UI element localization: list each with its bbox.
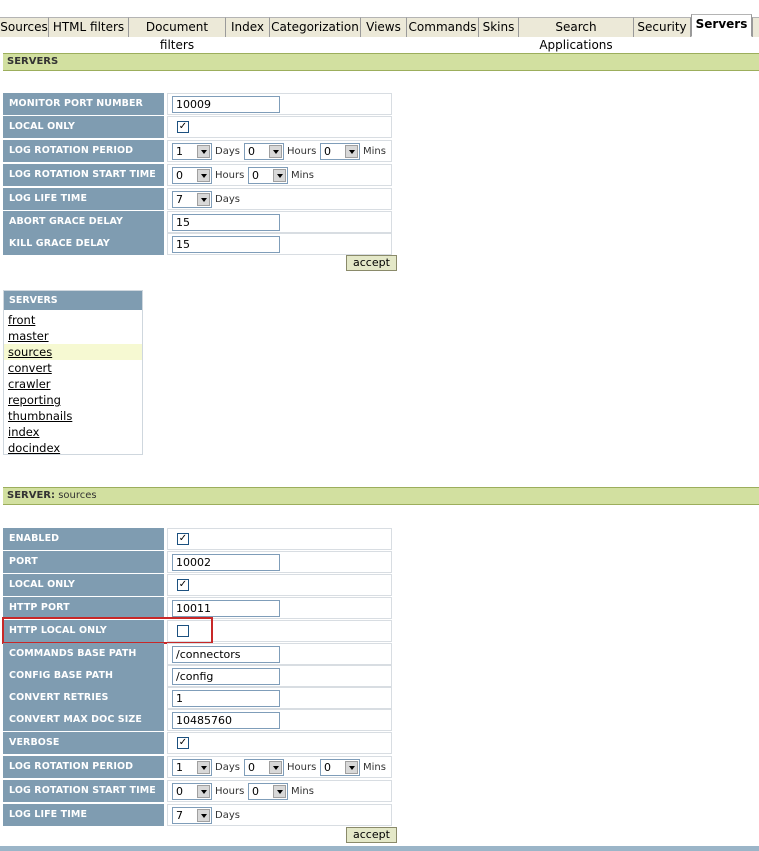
tab-sources[interactable]: Sources — [0, 17, 49, 37]
server-log-rotation-mins-select[interactable]: 0 — [320, 759, 360, 776]
row-enabled — [3, 528, 392, 550]
http-local-only-label: HTTP LOCAL ONLY — [3, 620, 164, 642]
server-log-life-days-select[interactable]: 7 — [172, 807, 212, 824]
config-base-path-label: CONFIG BASE PATH — [3, 665, 164, 687]
enabled-checkbox[interactable]: ✓ — [178, 533, 188, 544]
server-local-only-checkbox[interactable]: ✓ — [178, 579, 188, 590]
verbose-checkbox[interactable]: ✓ — [178, 737, 188, 748]
kill-grace-delay-input[interactable]: 15 — [172, 236, 280, 253]
kill-grace-delay-label: KILL GRACE DELAY — [3, 233, 164, 255]
server-section-header — [3, 487, 759, 505]
tab-document-filters[interactable]: Document filters — [129, 17, 226, 37]
server-link-reporting[interactable]: reporting — [8, 393, 61, 407]
days-unit: Days — [215, 194, 240, 205]
chevron-down-icon — [273, 785, 286, 798]
row-config-base-path — [3, 665, 392, 687]
tab-search-applications[interactable]: Search Applications — [519, 17, 634, 37]
server-accept-button[interactable]: accept — [346, 827, 397, 843]
row-log-life-time — [3, 188, 392, 210]
server-link-convert[interactable]: convert — [8, 361, 52, 375]
server-section-prefix: SERVER: — [7, 490, 56, 501]
server-log-rotation-period-label: LOG ROTATION PERIOD — [3, 756, 164, 778]
log-rotation-period-label: LOG ROTATION PERIOD — [3, 140, 164, 162]
row-convert-retries — [3, 687, 392, 709]
monitor-port-label: MONITOR PORT NUMBER — [3, 93, 164, 115]
port-label: PORT — [3, 551, 164, 573]
row-verbose — [3, 732, 392, 754]
abort-grace-delay-input[interactable]: 15 — [172, 214, 280, 231]
server-link-docindex[interactable]: docindex — [8, 441, 61, 455]
abort-grace-delay-label: ABORT GRACE DELAY — [3, 211, 164, 233]
convert-max-doc-size-input[interactable]: 10485760 — [172, 712, 280, 729]
chevron-down-icon — [197, 809, 210, 822]
row-http-port — [3, 597, 392, 619]
row-server-log-life-time — [3, 804, 392, 826]
server-log-start-mins-select[interactable]: 0 — [248, 783, 288, 800]
mins-unit: Mins — [363, 762, 386, 773]
days-unit: Days — [215, 762, 240, 773]
log-start-mins-select[interactable]: 0 — [248, 167, 288, 184]
server-section-name: sources — [58, 490, 97, 501]
server-link-front[interactable]: front — [8, 313, 36, 327]
row-convert-max-doc-size — [3, 709, 392, 731]
mins-unit: Mins — [291, 786, 314, 797]
convert-retries-label: CONVERT RETRIES — [3, 687, 164, 709]
log-rotation-start-label: LOG ROTATION START TIME — [3, 164, 164, 186]
chevron-down-icon — [345, 145, 358, 158]
mins-unit: Mins — [363, 146, 386, 157]
chevron-down-icon — [197, 145, 210, 158]
chevron-down-icon — [197, 193, 210, 206]
hours-unit: Hours — [287, 146, 317, 157]
server-link-sources[interactable]: sources — [4, 344, 142, 360]
tab-commands[interactable]: Commands — [407, 17, 479, 37]
config-base-path-input[interactable]: /config — [172, 668, 280, 685]
server-log-start-hours-select[interactable]: 0 — [172, 783, 212, 800]
row-port — [3, 551, 392, 573]
highlight-box — [2, 617, 213, 644]
row-server-log-rotation-start — [3, 780, 392, 802]
row-log-rotation-start — [3, 164, 392, 186]
log-rotation-hours-select[interactable]: 0 — [244, 143, 284, 160]
server-local-only-label: LOCAL ONLY — [3, 574, 164, 596]
convert-max-doc-size-label: CONVERT MAX DOC SIZE — [3, 709, 164, 731]
row-commands-base-path — [3, 643, 392, 665]
mins-unit: Mins — [291, 170, 314, 181]
log-rotation-days-select[interactable]: 1 — [172, 143, 212, 160]
row-monitor-port — [3, 93, 392, 115]
servers-list-header: SERVERS — [4, 291, 142, 310]
server-link-index[interactable]: index — [8, 425, 40, 439]
tab-overflow — [752, 17, 759, 37]
servers-section-header — [3, 53, 759, 71]
commands-base-path-input[interactable]: /connectors — [172, 646, 280, 663]
server-log-rotation-days-select[interactable]: 1 — [172, 759, 212, 776]
hours-unit: Hours — [287, 762, 317, 773]
tab-bar — [0, 0, 759, 52]
days-unit: Days — [215, 810, 240, 821]
tab-index[interactable]: Index — [226, 17, 270, 37]
row-server-local-only — [3, 574, 392, 596]
server-link-thumbnails[interactable]: thumbnails — [8, 409, 73, 423]
bottom-bar — [0, 846, 759, 851]
row-kill-grace-delay — [3, 233, 392, 255]
chevron-down-icon — [269, 761, 282, 774]
log-rotation-mins-select[interactable]: 0 — [320, 143, 360, 160]
days-unit: Days — [215, 146, 240, 157]
tab-skins[interactable]: Skins — [479, 17, 519, 37]
accept-button[interactable]: accept — [346, 255, 397, 271]
server-log-rotation-hours-select[interactable]: 0 — [244, 759, 284, 776]
local-only-label: LOCAL ONLY — [3, 116, 164, 138]
row-abort-grace-delay — [3, 211, 392, 233]
chevron-down-icon — [345, 761, 358, 774]
log-life-time-label: LOG LIFE TIME — [3, 188, 164, 210]
http-port-input[interactable]: 10011 — [172, 600, 280, 617]
server-log-rotation-start-label: LOG ROTATION START TIME — [3, 780, 164, 802]
chevron-down-icon — [197, 785, 210, 798]
tab-html-filters[interactable]: HTML filters — [49, 17, 129, 37]
servers-list — [3, 290, 143, 455]
row-log-rotation-period — [3, 140, 392, 162]
chevron-down-icon — [197, 761, 210, 774]
tab-security[interactable]: Security — [634, 17, 691, 37]
hours-unit: Hours — [215, 786, 245, 797]
chevron-down-icon — [197, 169, 210, 182]
server-link-master[interactable]: master — [8, 329, 49, 343]
http-port-label: HTTP PORT — [3, 597, 164, 619]
verbose-label: VERBOSE — [3, 732, 164, 754]
server-log-life-time-label: LOG LIFE TIME — [3, 804, 164, 826]
port-input[interactable]: 10002 — [172, 554, 280, 571]
log-life-days-select[interactable]: 7 — [172, 191, 212, 208]
tab-views[interactable]: Views — [361, 17, 407, 37]
commands-base-path-label: COMMANDS BASE PATH — [3, 643, 164, 665]
hours-unit: Hours — [215, 170, 245, 181]
tab-servers[interactable]: Servers — [691, 14, 752, 37]
server-link-crawler[interactable]: crawler — [8, 377, 51, 391]
local-only-checkbox[interactable]: ✓ — [178, 121, 188, 132]
monitor-port-input[interactable]: 10009 — [172, 96, 280, 113]
row-server-log-rotation-period — [3, 756, 392, 778]
chevron-down-icon — [273, 169, 286, 182]
log-start-hours-select[interactable]: 0 — [172, 167, 212, 184]
enabled-label: ENABLED — [3, 528, 164, 550]
convert-retries-input[interactable]: 1 — [172, 690, 280, 707]
servers-section-title: SERVERS — [7, 56, 59, 67]
tab-categorization[interactable]: Categorization — [270, 17, 361, 37]
row-local-only — [3, 116, 392, 138]
chevron-down-icon — [269, 145, 282, 158]
